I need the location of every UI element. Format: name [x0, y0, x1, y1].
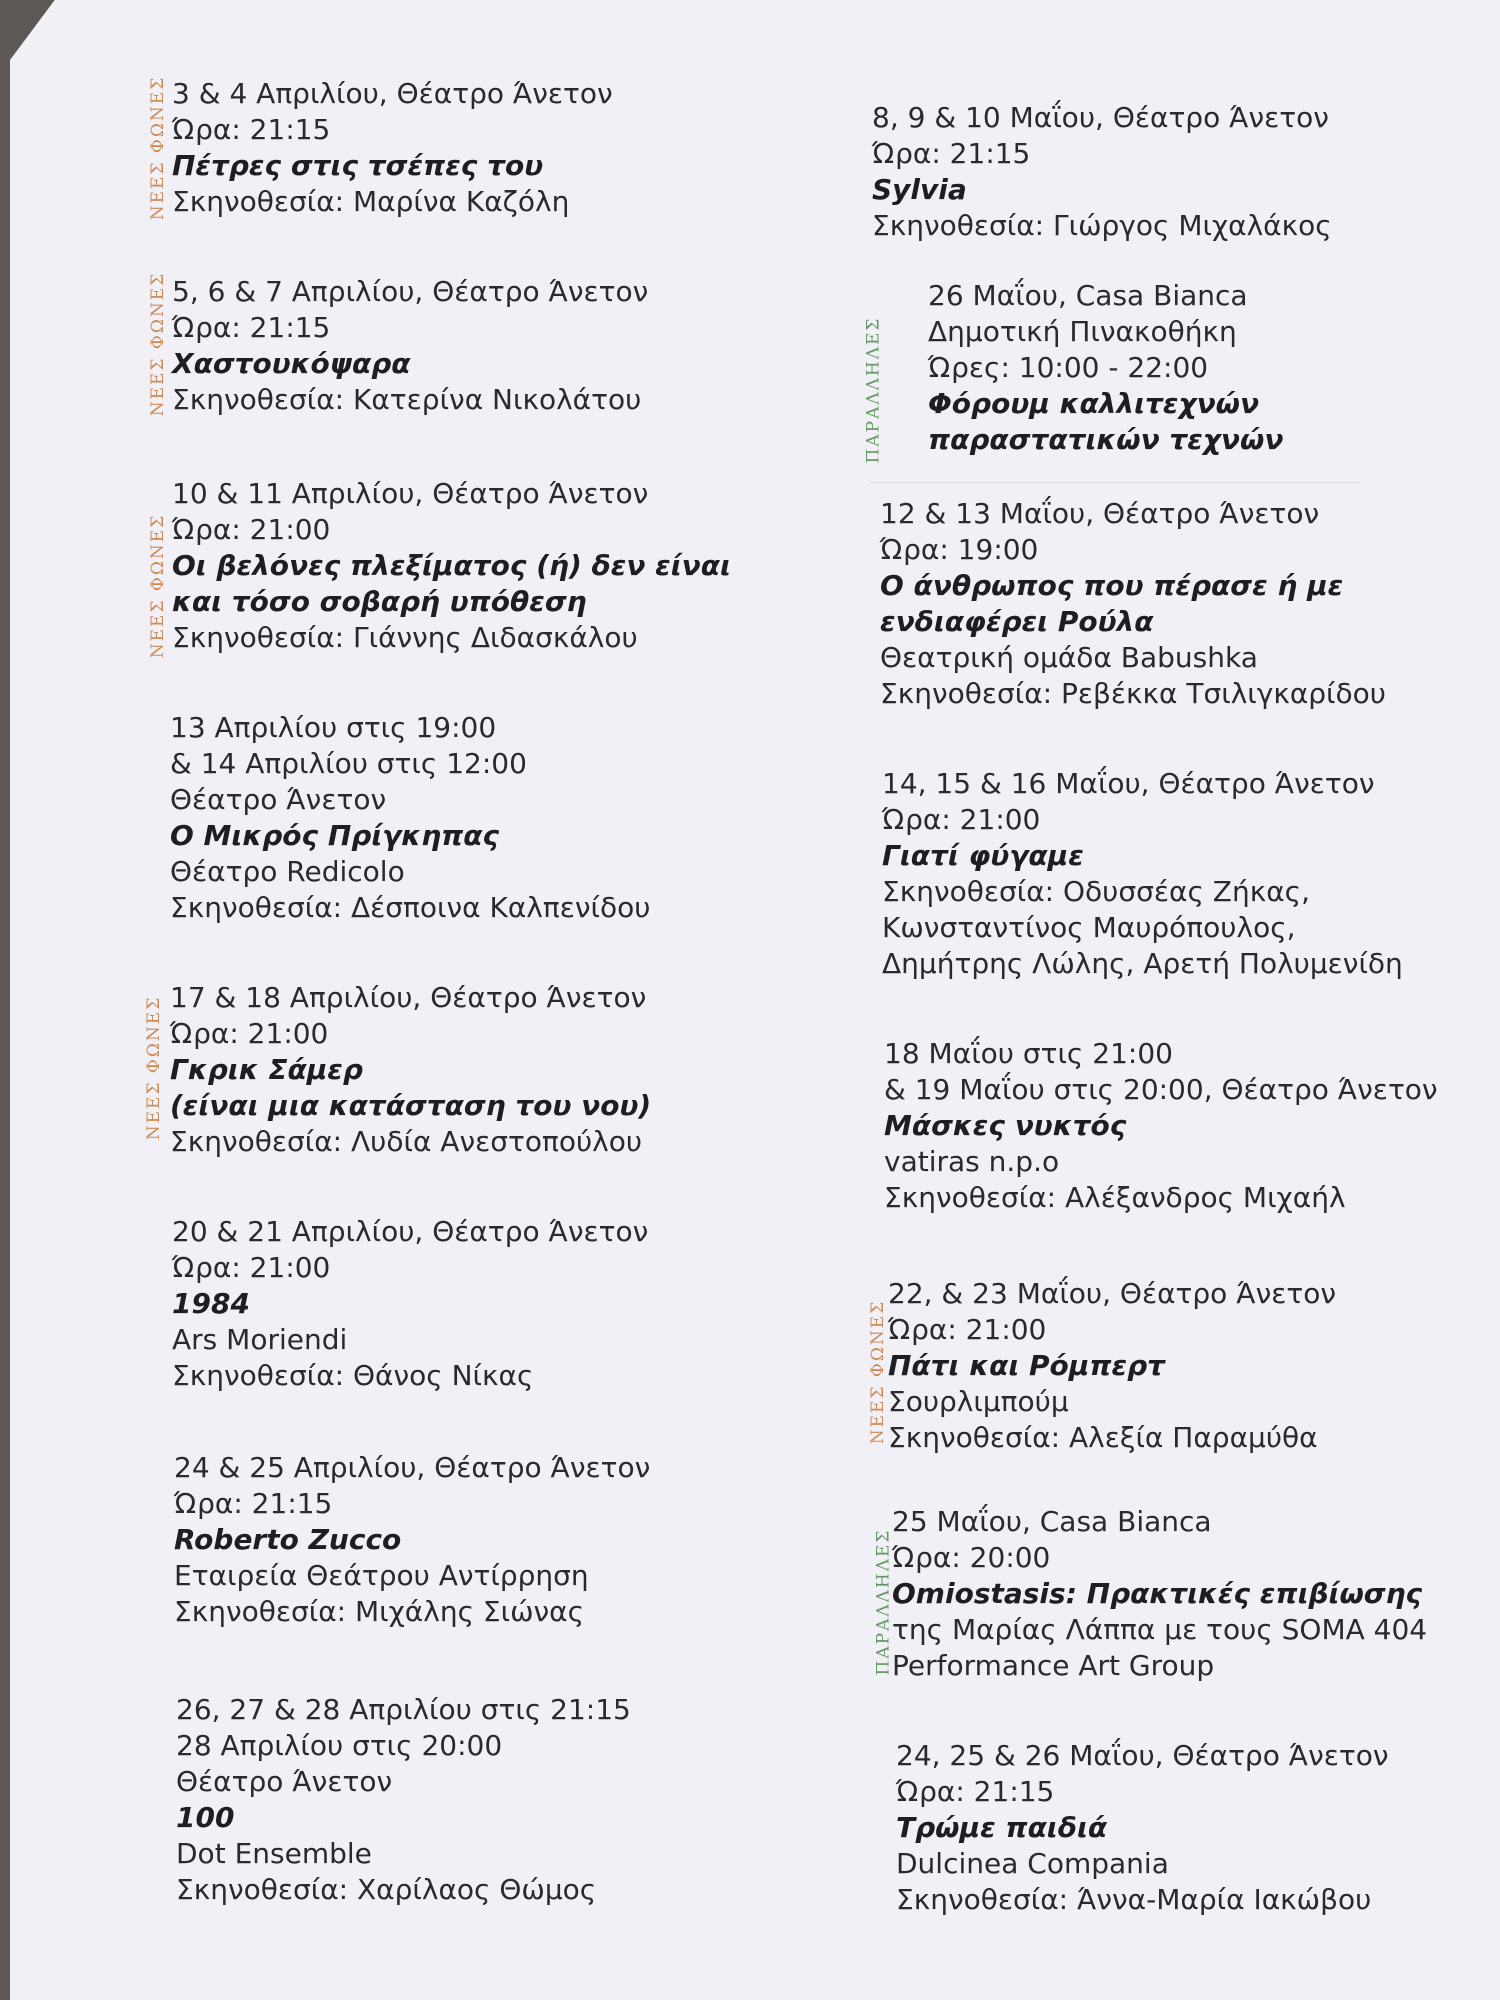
event-company: Dulcinea Compania: [896, 1847, 1169, 1880]
event-detail: Θέατρο Άνετον: [176, 1765, 393, 1798]
event-company: Εταιρεία Θεάτρου Αντίρρηση: [174, 1559, 589, 1592]
event-company: Κωνσταντίνος Μαυρόπουλος,: [882, 911, 1296, 944]
event-title: Omiostasis: Πρακτικές επιβίωσης: [892, 1577, 1423, 1610]
event-title: Χαστουκόψαρα: [172, 347, 411, 380]
event-company: Performance Art Group: [892, 1649, 1215, 1682]
event-director: Σκηνοθεσία: Δέσποινα Καλπενίδου: [170, 891, 651, 924]
event-entry: [172, 76, 613, 220]
event-director: Σκηνοθεσία: Αλέξανδρος Μιχαήλ: [884, 1181, 1346, 1214]
event-date: 26 Μαΐου, Casa Bianca: [928, 279, 1248, 312]
section-tag-parallhles: ΠΑΡΑΛΛΗΛΕΣ: [863, 316, 884, 464]
event-title: (είναι μια κατάσταση του νου): [170, 1089, 652, 1122]
event-entry: [884, 1036, 1438, 1216]
event-company: της Μαρίας Λάππα με τους SOMA 404: [892, 1613, 1428, 1646]
event-title: ενδιαφέρει Ρούλα: [880, 605, 1154, 638]
event-title: Φόρουμ καλλιτεχνών: [928, 387, 1260, 420]
event-detail: & 14 Απριλίου στις 12:00: [170, 747, 527, 780]
event-entry: [176, 1692, 631, 1908]
event-date: 5, 6 & 7 Απριλίου, Θέατρο Άνετον: [172, 275, 649, 308]
event-entry: [872, 100, 1332, 244]
event-detail: Ώρα: 21:15: [872, 137, 1031, 170]
event-detail: Ώρες: 10:00 - 22:00: [928, 351, 1209, 384]
event-date: 20 & 21 Απριλίου, Θέατρο Άνετον: [172, 1215, 649, 1248]
event-director: Σκηνοθεσία: Οδυσσέας Ζήκας,: [882, 875, 1310, 908]
event-director: Σκηνοθεσία: Άννα-Μαρία Ιακώβου: [896, 1883, 1372, 1916]
event-date: 25 Μαΐου, Casa Bianca: [892, 1505, 1212, 1538]
event-date: 10 & 11 Απριλίου, Θέατρο Άνετον: [172, 477, 649, 510]
event-entry: [928, 278, 1283, 458]
event-title: Πάτι και Ρόμπερτ: [888, 1349, 1165, 1382]
event-entry: [172, 1214, 648, 1394]
event-entry: [896, 1738, 1389, 1918]
event-date: 22, & 23 Μαΐου, Θέατρο Άνετον: [888, 1277, 1336, 1310]
event-title: Γιατί φύγαμε: [882, 839, 1084, 872]
event-director: Σκηνοθεσία: Ρεβέκκα Τσιλιγκαρίδου: [880, 677, 1386, 710]
section-tag-nees-fones: ΝΕΕΣ ΦΩΝΕΣ: [148, 513, 169, 659]
section-tag-nees-fones: ΝΕΕΣ ΦΩΝΕΣ: [868, 1299, 889, 1445]
event-director: Σκηνοθεσία: Κατερίνα Νικολάτου: [172, 383, 642, 416]
event-title: 100: [176, 1801, 235, 1834]
event-date: 17 & 18 Απριλίου, Θέατρο Άνετον: [170, 981, 647, 1014]
event-detail: Ώρα: 21:15: [172, 311, 331, 344]
event-detail: Ώρα: 20:00: [892, 1541, 1051, 1574]
event-entry: [170, 710, 650, 926]
event-detail: Ώρα: 21:00: [170, 1017, 329, 1050]
event-detail: Θέατρο Άνετον: [170, 783, 387, 816]
section-tag-nees-fones: ΝΕΕΣ ΦΩΝΕΣ: [144, 995, 165, 1141]
event-date: 18 Μαΐου στις 21:00: [884, 1037, 1173, 1070]
event-director: Σκηνοθεσία: Μιχάλης Σιώνας: [174, 1595, 585, 1628]
event-date: 3 & 4 Απριλίου, Θέατρο Άνετον: [172, 77, 613, 110]
event-director: Σκηνοθεσία: Γιάννης Διδασκάλου: [172, 621, 638, 654]
event-entry: [170, 980, 651, 1160]
event-title: Τρώμε παιδιά: [896, 1811, 1108, 1844]
event-detail: & 19 Μαΐου στις 20:00, Θέατρο Άνετον: [884, 1073, 1438, 1106]
event-director: Σκηνοθεσία: Γιώργος Μιχαλάκος: [872, 209, 1332, 242]
event-date: 8, 9 & 10 Μαΐου, Θέατρο Άνετον: [872, 101, 1329, 134]
event-date: 24 & 25 Απριλίου, Θέατρο Άνετον: [174, 1451, 651, 1484]
event-company: Θεατρική ομάδα Babushka: [880, 641, 1258, 674]
event-company: Δημήτρης Λώλης, Αρετή Πολυμενίδη: [882, 947, 1403, 980]
event-title: Οι βελόνες πλεξίματος (ή) δεν είναι: [172, 549, 731, 582]
event-company: Θέατρο Redicolo: [170, 855, 405, 888]
event-director: Σκηνοθεσία: Λυδία Ανεστοπούλου: [170, 1125, 643, 1158]
event-title: Ο Μικρός Πρίγκηπας: [170, 819, 500, 852]
event-entry: [882, 766, 1403, 982]
event-detail: Ώρα: 21:00: [172, 513, 331, 546]
event-detail: Ώρα: 21:15: [896, 1775, 1055, 1808]
event-date: 13 Απριλίου στις 19:00: [170, 711, 497, 744]
section-tag-nees-fones: ΝΕΕΣ ΦΩΝΕΣ: [148, 75, 169, 221]
event-detail: Ώρα: 21:00: [888, 1313, 1047, 1346]
event-company: vatiras n.p.o: [884, 1145, 1060, 1178]
event-title: Μάσκες νυκτός: [884, 1109, 1127, 1142]
event-director: Σκηνοθεσία: Θάνος Νίκας: [172, 1359, 534, 1392]
event-detail: Ώρα: 19:00: [880, 533, 1039, 566]
event-detail: Δημοτική Πινακοθήκη: [928, 315, 1237, 348]
event-company: Dot Ensemble: [176, 1837, 372, 1870]
section-tag-parallhles: ΠΑΡΑΛΛΗΛΕΣ: [873, 1528, 894, 1676]
event-title: Γκρικ Σάμερ: [170, 1053, 363, 1086]
event-title: 1984: [172, 1287, 250, 1320]
event-detail: Ώρα: 21:00: [882, 803, 1041, 836]
event-entry: [880, 496, 1386, 712]
event-date: 26, 27 & 28 Απριλίου στις 21:15: [176, 1693, 631, 1726]
event-title: και τόσο σοβαρή υπόθεση: [172, 585, 587, 618]
event-entry: [172, 476, 731, 656]
event-title: Ο άνθρωπος που πέρασε ή με: [880, 569, 1344, 602]
event-company: Ars Moriendi: [172, 1323, 348, 1356]
event-detail: 28 Απριλίου στις 20:00: [176, 1729, 503, 1762]
section-tag-nees-fones: ΝΕΕΣ ΦΩΝΕΣ: [148, 271, 169, 417]
event-entry: [888, 1276, 1336, 1456]
event-entry: [172, 274, 648, 418]
event-date: 24, 25 & 26 Μαΐου, Θέατρο Άνετον: [896, 1739, 1389, 1772]
event-detail: Ώρα: 21:15: [174, 1487, 333, 1520]
event-title: Roberto Zucco: [174, 1523, 402, 1556]
event-detail: Ώρα: 21:15: [172, 113, 331, 146]
event-date: 14, 15 & 16 Μαΐου, Θέατρο Άνετον: [882, 767, 1375, 800]
event-title: παραστατικών τεχνών: [928, 423, 1284, 456]
event-title: Sylvia: [872, 173, 967, 206]
event-director: Σκηνοθεσία: Αλεξία Παραμύθα: [888, 1421, 1318, 1454]
event-date: 12 & 13 Μαΐου, Θέατρο Άνετον: [880, 497, 1320, 530]
event-company: Σουρλιμπούμ: [888, 1385, 1069, 1418]
event-detail: Ώρα: 21:00: [172, 1251, 331, 1284]
event-title: Πέτρες στις τσέπες του: [172, 149, 544, 182]
event-director: Σκηνοθεσία: Χαρίλαος Θώμος: [176, 1873, 597, 1906]
event-entry: [174, 1450, 650, 1630]
section-divider: [870, 482, 1360, 483]
event-entry: [892, 1504, 1427, 1684]
event-director: Σκηνοθεσία: Μαρίνα Καζόλη: [172, 185, 570, 218]
